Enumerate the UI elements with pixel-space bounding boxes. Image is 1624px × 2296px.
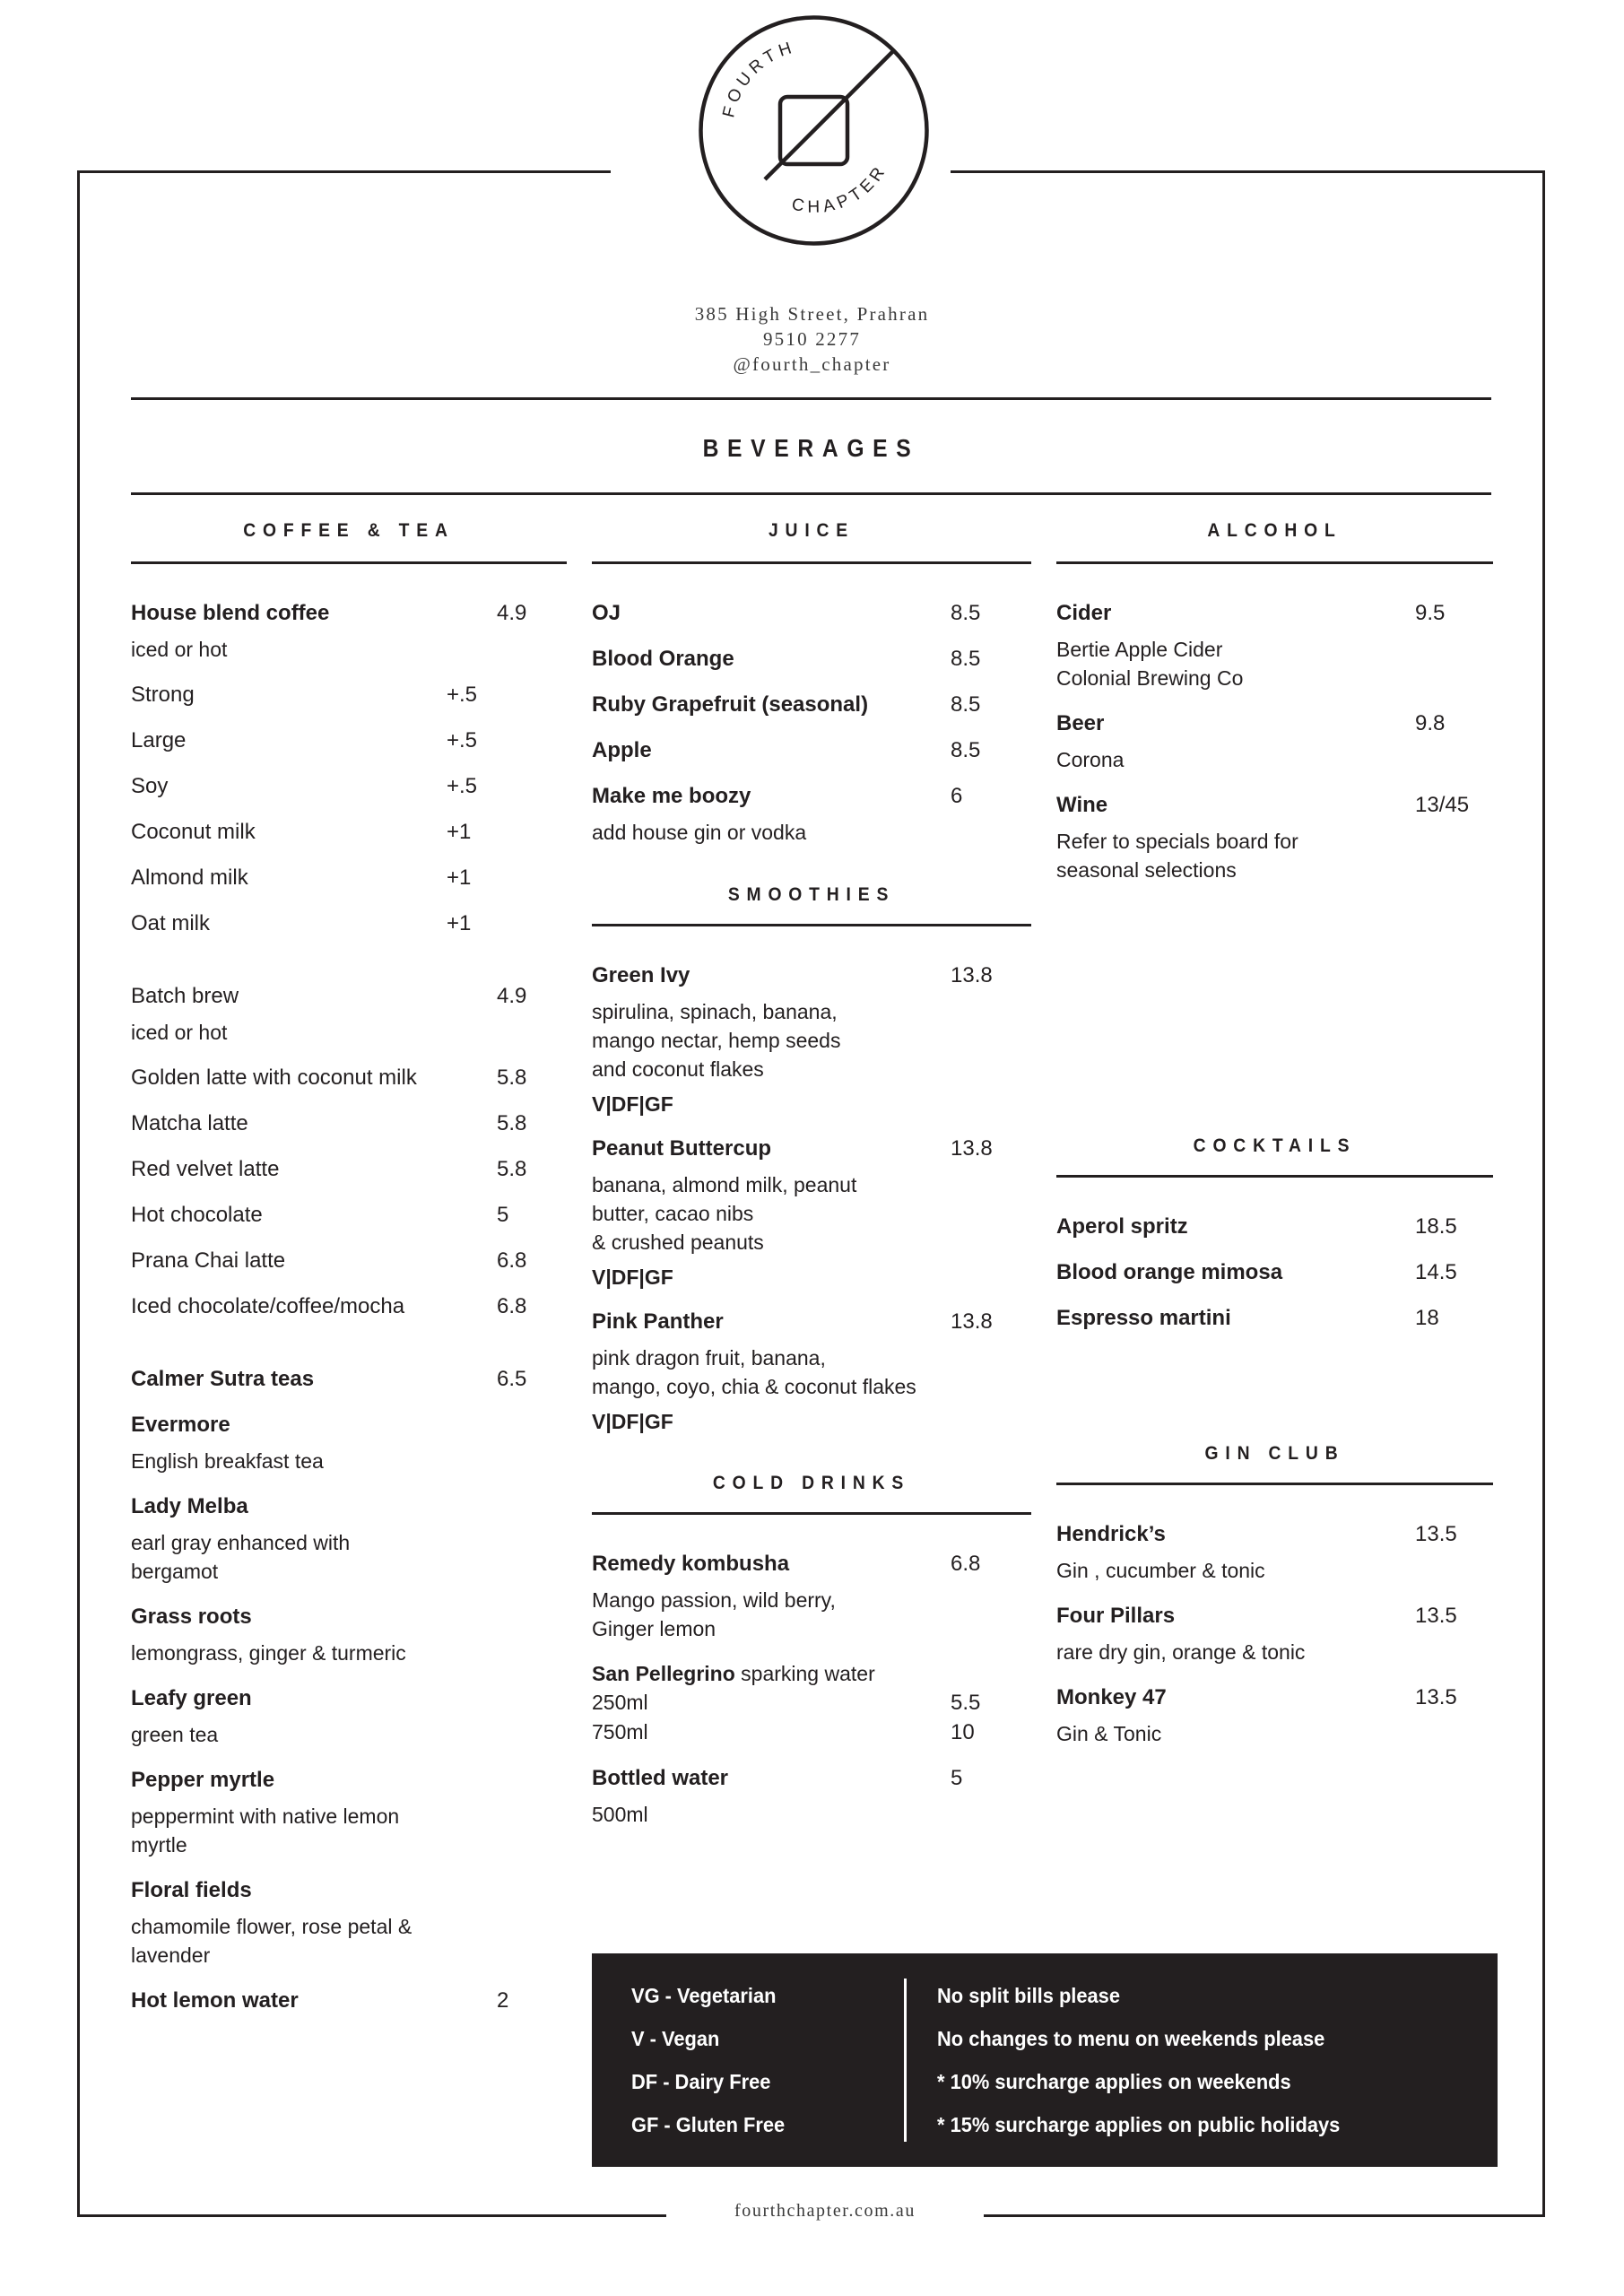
- banner-rule-bottom: [131, 492, 1491, 495]
- menu-item: [131, 1109, 567, 1138]
- item-description: pink dragon fruit, banana, mango, coyo, chia & coconut flakes: [592, 1346, 916, 1398]
- item-name: Espresso martini: [1056, 1306, 1231, 1330]
- item-price: 8.5: [951, 692, 981, 717]
- item-price: 2: [497, 1988, 509, 2013]
- policy-item: No split bills please: [937, 1984, 1120, 2007]
- item-name: Four Pillars: [1056, 1604, 1176, 1628]
- svg-text:FOURTH: FOURTH: [719, 37, 799, 120]
- item-description: Gin , cucumber & tonic: [1056, 1559, 1265, 1582]
- menu-item: [1056, 1257, 1493, 1287]
- item-name: Ruby Grapefruit (seasonal): [592, 692, 869, 717]
- item-description: peppermint with native lemon myrtle: [131, 1805, 400, 1857]
- item-name: Aperol spritz: [1056, 1214, 1188, 1239]
- item-name: Green Ivy: [592, 963, 690, 987]
- policy-item: * 15% surcharge applies on public holidays: [937, 2113, 1341, 2136]
- item-price: 13/45: [1415, 793, 1470, 817]
- item-price: 18.5: [1415, 1214, 1457, 1239]
- menu-item: [131, 1292, 567, 1321]
- item-price: 5: [951, 1766, 963, 1790]
- item-name: Prana Chai latte: [131, 1248, 286, 1273]
- item-price: 6.8: [951, 1552, 981, 1576]
- menu-item: [1056, 1683, 1493, 1748]
- menu-item: [131, 771, 567, 801]
- item-name: House blend coffee: [131, 601, 330, 625]
- item-name: Lady Melba: [131, 1494, 248, 1518]
- item-name: Coconut milk: [131, 820, 256, 844]
- item-price: +1: [447, 820, 472, 844]
- frame-border-left: [77, 170, 80, 2217]
- item-price: 5.8: [497, 1065, 527, 1090]
- menu-item: [131, 1875, 567, 1970]
- item-price: +.5: [447, 774, 478, 798]
- menu-item: [592, 598, 1031, 628]
- column-coffee-tea: [131, 520, 567, 2031]
- menu-item: [1056, 598, 1493, 692]
- item-name: San Pellegrino: [592, 1662, 735, 1685]
- group-spacer: [131, 954, 567, 981]
- item-name: Red velvet latte: [131, 1157, 280, 1181]
- menu-item: [592, 1307, 1031, 1435]
- dietary-legend-list: [592, 1974, 904, 2146]
- dietary-tags: V|DF|GF: [592, 1410, 673, 1433]
- menu-item: [592, 690, 1031, 719]
- item-name: Monkey 47: [1056, 1685, 1167, 1709]
- section-heading-coffee-tea: COFFEE & TEA: [243, 520, 455, 541]
- item-name: Matcha latte: [131, 1111, 248, 1135]
- item-price: 5.8: [497, 1157, 527, 1181]
- menu-item: [592, 1549, 1031, 1643]
- item-price: +.5: [447, 683, 478, 707]
- policy-item: No changes to menu on weekends please: [937, 2027, 1325, 2050]
- item-price: 6: [951, 784, 963, 808]
- item-description: chamomile flower, rose petal & lavender: [131, 1915, 413, 1967]
- group-spacer: [131, 1337, 567, 1364]
- menu-item: [592, 781, 1031, 847]
- item-price: 13.5: [1415, 1685, 1457, 1709]
- address-line-phone: 9510 2277: [762, 328, 862, 350]
- website-url: fourthchapter.com.au: [734, 2201, 916, 2221]
- item-name: Blood Orange: [592, 647, 734, 671]
- fourth-chapter-logo: [695, 12, 933, 249]
- menu-item: [131, 1200, 567, 1230]
- item-price: +.5: [447, 728, 478, 752]
- section-heading-gin-club: GIN CLUB: [1204, 1443, 1345, 1464]
- menu-item: [592, 644, 1031, 674]
- item-description: banana, almond milk, peanut butter, cacao nibs & crushed peanuts: [592, 1173, 857, 1254]
- item-name: Hot lemon water: [131, 1988, 299, 2013]
- menu-item: [1056, 1519, 1493, 1585]
- menu-item: [131, 981, 567, 1047]
- item-description: Gin & Tonic: [1056, 1722, 1162, 1745]
- menu-item: [131, 863, 567, 892]
- menu-item: [592, 961, 1031, 1118]
- item-name: Bottled water: [592, 1766, 729, 1790]
- menu-item: [1056, 1303, 1493, 1333]
- address-line-instagram: @fourth_chapter: [733, 353, 891, 375]
- menu-item: [131, 1246, 567, 1275]
- menu-item: [131, 1602, 567, 1667]
- item-description: Corona: [1056, 748, 1125, 771]
- item-description: lemongrass, ginger & turmeric: [131, 1641, 406, 1665]
- item-name: Blood orange mimosa: [1056, 1260, 1283, 1284]
- item-description: English breakfast tea: [131, 1449, 324, 1473]
- menu-item: [592, 735, 1031, 765]
- item-name: Calmer Sutra teas: [131, 1367, 315, 1391]
- item-price: 14.5: [1415, 1260, 1457, 1284]
- menu-item: [592, 1763, 1031, 1829]
- menu-item: [131, 726, 567, 755]
- item-description: earl gray enhanced with bergamot: [131, 1531, 351, 1583]
- item-price: 6.8: [497, 1248, 527, 1273]
- address-line-street: 385 High Street, Prahran: [694, 303, 930, 325]
- frame-border-top-right: [951, 170, 1545, 173]
- menu-item: [1056, 1601, 1493, 1666]
- item-name: Leafy green: [131, 1686, 252, 1710]
- item-price: 13.5: [1415, 1604, 1457, 1628]
- page-title: BEVERAGES: [702, 434, 920, 462]
- frame-border-top-left: [77, 170, 611, 173]
- section-heading-alcohol: ALCOHOL: [1207, 520, 1342, 541]
- item-name-suffix: sparking water: [734, 1662, 875, 1685]
- menu-item: [131, 680, 567, 709]
- beverages-banner: [131, 397, 1491, 495]
- item-price: 6.8: [497, 1294, 527, 1318]
- item-name: Beer: [1056, 711, 1105, 735]
- item-price: 13.8: [951, 963, 993, 987]
- item-price: 6.5: [497, 1367, 527, 1391]
- item-description: iced or hot: [131, 638, 228, 661]
- item-name: Evermore: [131, 1413, 230, 1437]
- menu-item: [592, 1134, 1031, 1291]
- item-name: Pepper myrtle: [131, 1768, 275, 1792]
- item-name: Hot chocolate: [131, 1203, 263, 1227]
- menu-item: [131, 1063, 567, 1092]
- item-price: 18: [1415, 1306, 1439, 1330]
- menu-item: [131, 1410, 567, 1475]
- item-name: Wine: [1056, 793, 1108, 817]
- venue-address: [0, 301, 1624, 377]
- item-name: Soy: [131, 774, 169, 798]
- menu-item: [131, 817, 567, 847]
- dietary-tags: V|DF|GF: [592, 1092, 673, 1116]
- legend-item: DF - Dairy Free: [631, 2070, 771, 2093]
- section-heading-juice: JUICE: [768, 520, 855, 541]
- item-price: 5: [497, 1203, 509, 1227]
- item-name: Batch brew: [131, 984, 239, 1008]
- item-price: 4.9: [497, 984, 527, 1008]
- dietary-tags: V|DF|GF: [592, 1265, 673, 1289]
- frame-border-right: [1542, 170, 1545, 2217]
- item-price: 13.5: [1415, 1522, 1457, 1546]
- menu-item: [1056, 709, 1493, 774]
- item-price: 10: [951, 1720, 975, 1744]
- item-name: Floral fields: [131, 1878, 252, 1902]
- item-name: Apple: [592, 738, 652, 762]
- legend-item: V - Vegan: [631, 2027, 720, 2050]
- item-name: Oat milk: [131, 911, 211, 935]
- item-description: rare dry gin, orange & tonic: [1056, 1640, 1306, 1664]
- menu-item: [131, 1683, 567, 1749]
- menu-item: [131, 909, 567, 938]
- size-label: 250ml: [592, 1691, 648, 1714]
- item-price: 8.5: [951, 647, 981, 671]
- section-heading-cold-drinks: COLD DRINKS: [712, 1473, 911, 1493]
- item-name: Strong: [131, 683, 195, 707]
- item-price: 4.9: [497, 601, 527, 625]
- item-description: 500ml: [592, 1803, 648, 1826]
- item-name: Make me boozy: [592, 784, 751, 808]
- item-price: 5.5: [951, 1691, 981, 1715]
- menu-item: [131, 1492, 567, 1586]
- frame-border-bottom-left: [77, 2214, 666, 2217]
- item-name: Cider: [1056, 601, 1112, 625]
- item-name: Golden latte with coconut milk: [131, 1065, 417, 1090]
- frame-border-bottom-right: [984, 2214, 1545, 2217]
- menu-item: [131, 1154, 567, 1184]
- item-name: Grass roots: [131, 1605, 252, 1629]
- legend-item: GF - Gluten Free: [631, 2113, 786, 2136]
- item-description: iced or hot: [131, 1021, 228, 1044]
- item-description: Bertie Apple Cider Colonial Brewing Co: [1056, 638, 1244, 690]
- column-alcohol: [1056, 520, 1493, 1764]
- item-name: Pink Panther: [592, 1309, 724, 1334]
- item-description: add house gin or vodka: [592, 821, 807, 844]
- policy-list: [907, 1974, 1498, 2146]
- legend-and-policy-box: [592, 1953, 1498, 2167]
- item-description: Refer to specials board for seasonal selections: [1056, 830, 1298, 882]
- item-price: 8.5: [951, 601, 981, 625]
- svg-text:CHAPTER: CHAPTER: [790, 161, 891, 217]
- menu-item-san-pellegrino: [592, 1659, 1031, 1747]
- item-price: +1: [447, 911, 472, 935]
- menu-item: [131, 1364, 567, 1394]
- item-price: 13.8: [951, 1136, 993, 1161]
- section-heading-cocktails: COCKTAILS: [1193, 1135, 1357, 1156]
- menu-item: [131, 598, 567, 664]
- menu-item: [131, 1986, 567, 2015]
- menu-item: [1056, 1212, 1493, 1241]
- item-name: Peanut Buttercup: [592, 1136, 772, 1161]
- size-label: 750ml: [592, 1720, 648, 1744]
- item-name: Remedy kombusha: [592, 1552, 790, 1576]
- item-price: 8.5: [951, 738, 981, 762]
- policy-item: * 10% surcharge applies on weekends: [937, 2070, 1291, 2093]
- legend-item: VG - Vegetarian: [631, 1984, 777, 2007]
- item-price: 9.5: [1415, 601, 1446, 625]
- menu-item: [131, 1765, 567, 1859]
- item-name: OJ: [592, 601, 621, 625]
- item-description: Mango passion, wild berry, Ginger lemon: [592, 1588, 836, 1640]
- section-heading-smoothies: SMOOTHIES: [727, 884, 896, 905]
- item-name: Almond milk: [131, 865, 248, 890]
- item-description: spirulina, spinach, banana, mango nectar, hemp seeds and coconut flakes: [592, 1000, 841, 1081]
- item-price: 13.8: [951, 1309, 993, 1334]
- item-price: 9.8: [1415, 711, 1446, 735]
- item-price: 5.8: [497, 1111, 527, 1135]
- item-price: +1: [447, 865, 472, 890]
- column-juice: [592, 520, 1031, 1845]
- item-description: green tea: [131, 1723, 219, 1746]
- item-name: Iced chocolate/coffee/mocha: [131, 1294, 405, 1318]
- item-name: Large: [131, 728, 187, 752]
- item-name: Hendrick’s: [1056, 1522, 1166, 1546]
- menu-item: [1056, 790, 1493, 884]
